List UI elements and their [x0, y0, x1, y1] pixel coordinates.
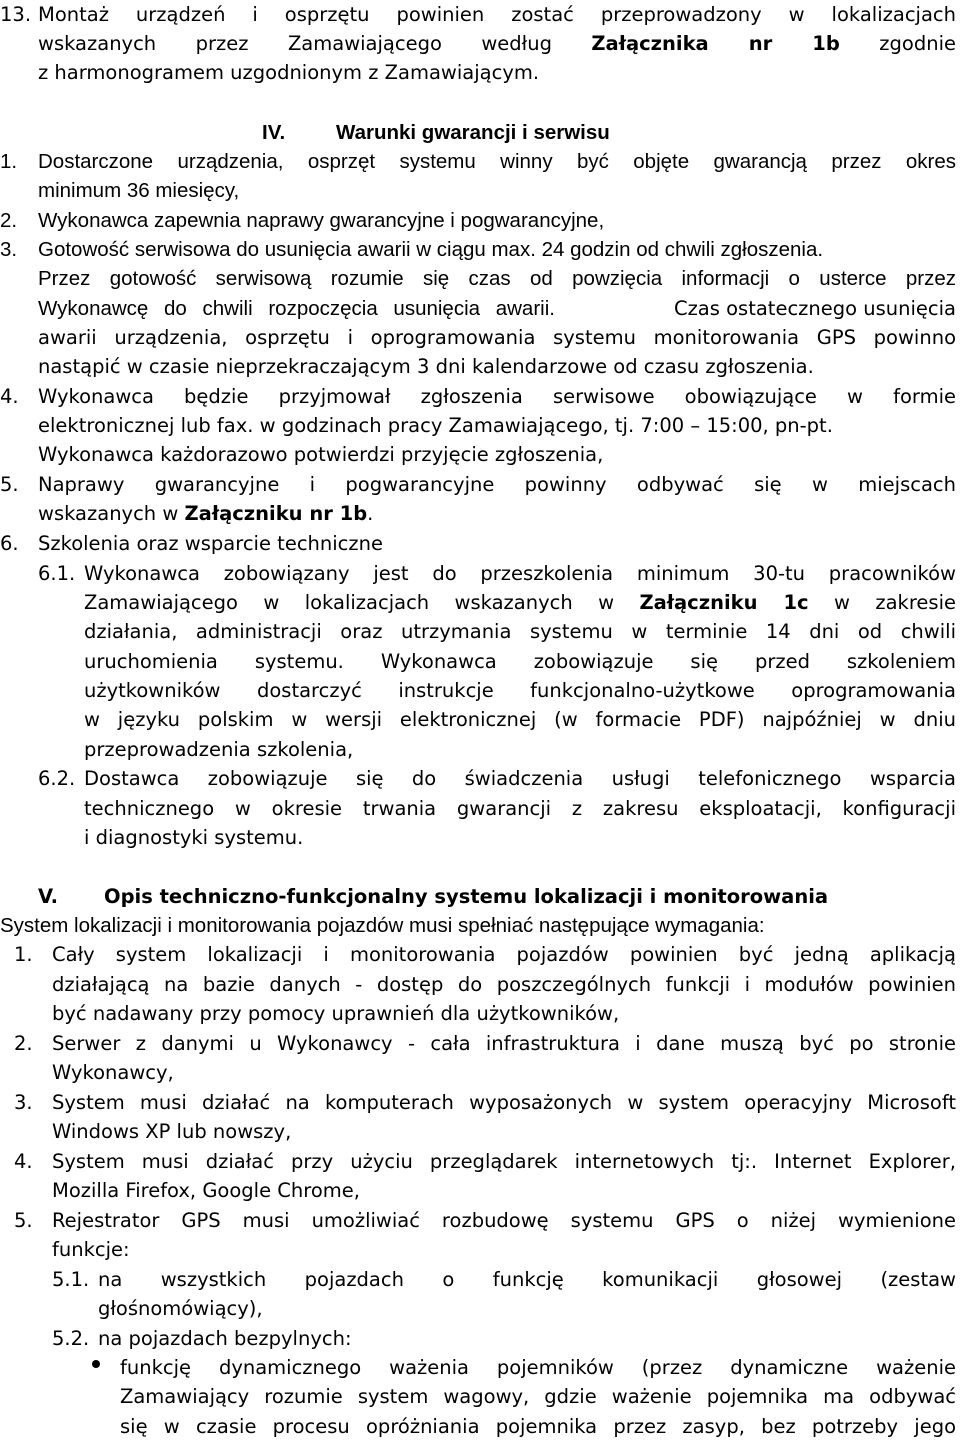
item-number: 4.: [0, 385, 19, 408]
section-4-item-3-line-4: awarii urządzenia, osprzętu i oprogramowania systemu monitorowania GPS powinno: [38, 326, 956, 349]
item-number: 2.: [0, 209, 18, 232]
subitem-6-1-line-4: uruchomienia systemu. Wykonawca zobowiązuje się przed szkoleniem: [84, 650, 956, 673]
section-4-title: Warunki gwarancji i serwisu: [336, 121, 610, 144]
section-5-item-3-line-1: System musi działać na komputerach wyposażonych w system operacyjny Microsoft: [52, 1091, 956, 1114]
subitem-number: 6.2.: [38, 767, 76, 790]
sentence-part: Wykonawcę do chwili rozpoczęcia usunięcia awarii.: [38, 297, 555, 320]
subitem-6-2-line-3: i diagnostyki systemu.: [84, 826, 304, 849]
subitem-5-1-line-2: głośnomówiący),: [98, 1297, 263, 1320]
item-number: 2.: [14, 1032, 33, 1055]
subitem-number: 5.2.: [52, 1327, 90, 1350]
section-4-item-1-line-1: Dostarczone urządzenia, osprzęt systemu winny być objęte gwarancją przez okres: [38, 150, 956, 173]
section-5-item-1-line-2: działającą na bazie danych - dostęp do poszczególnych funkcji i modułów powinien: [52, 973, 956, 996]
section-4-item-1-line-2: minimum 36 miesięcy,: [38, 179, 240, 202]
item-13-line-2: wskazanych przez Zamawiającego według Załącznika nr 1b zgodnie: [38, 32, 956, 55]
section-4-item-5-line-1: Naprawy gwarancyjne i pogwarancyjne powinny odbywać się w miejscach: [38, 473, 956, 496]
item-number: 3.: [0, 238, 18, 261]
item-number: 3.: [14, 1091, 33, 1114]
subitem-6-2-line-1: Dostawca zobowiązuje się do świadczenia usługi telefonicznego wsparcia: [84, 767, 956, 790]
subitem-number: 6.1.: [38, 562, 76, 585]
item-number: 5.: [14, 1209, 33, 1232]
section-4-item-4-line-1: Wykonawca będzie przyjmował zgłoszenia serwisowe obowiązujące w formie: [38, 385, 956, 408]
section-5-item-5-line-1: Rejestrator GPS musi umożliwiać rozbudowę systemu GPS o niżej wymienione: [52, 1209, 956, 1232]
section-5-item-4-line-1: System musi działać przy użyciu przeglądarek internetowych tj:. Internet Explorer,: [52, 1150, 956, 1173]
section-4-item-3-line-2: Przez gotowość serwisową rozumie się czas od powzięcia informacji o usterce przez: [38, 267, 956, 290]
subitem-6-1-line-5: użytkowników dostarczyć instrukcje funkcjonalno-użytkowe oprogramowania: [84, 679, 956, 702]
section-4-item-6-line-1: Szkolenia oraz wsparcie techniczne: [38, 532, 383, 555]
subitem-6-2-line-2: technicznego w okresie trwania gwarancji z zakresu eksploatacji, konfiguracji: [84, 797, 956, 820]
section-4-item-4-line-2: elektronicznej lub fax. w godzinach pracy Zamawiającego, tj. 7:00 – 15:00, pn-pt.: [38, 414, 833, 437]
section-5-item-2-line-1: Serwer z danymi u Wykonawcy - cała infrastruktura i dane muszą być po stronie: [52, 1032, 956, 1055]
section-5-title: Opis techniczno-funkcjonalny systemu lokalizacji i monitorowania: [104, 885, 829, 908]
item-number: 4.: [14, 1150, 33, 1173]
section-5-item-1-line-3: być nadawany przy pomocy uprawnień dla użytkowników,: [52, 1002, 620, 1025]
section-5-item-1-line-1: Cały system lokalizacji i monitorowania pojazdów powinien być jedną aplikacją: [52, 943, 956, 966]
subitem-number: 5.1.: [52, 1268, 90, 1291]
subitem-5-2-line-1: na pojazdach bezpylnych:: [98, 1327, 352, 1350]
section-5-item-5-line-2: funkcje:: [52, 1238, 130, 1261]
bullet-line-2: Zamawiający rozumie system wagowy, gdzie ważenie pojemnika ma odbywać: [120, 1385, 956, 1408]
section-4-item-3-line-5: nastąpić w czasie nieprzekraczającym 3 dni kalendarzowe od czasu zgłoszenia.: [38, 355, 814, 378]
section-4-item-2-line-1: Wykonawca zapewnia naprawy gwarancyjne i pogwarancyjne,: [38, 209, 605, 232]
section-5-number: V.: [38, 885, 58, 908]
item-number: 5.: [0, 473, 19, 496]
subitem-6-1-line-1: Wykonawca zobowiązany jest do przeszkolenia minimum 30-tu pracowników: [84, 562, 956, 585]
subitem-6-1-line-3: działania, administracji oraz utrzymania systemu w terminie 14 dni od chwili: [84, 620, 956, 643]
sentence-part: Czas ostatecznego usunięcia: [673, 297, 956, 320]
subitem-6-1-line-6: w języku polskim w wersji elektronicznej (w formacie PDF) najpóźniej w dniu: [84, 708, 956, 731]
bullet-icon: [92, 1360, 100, 1368]
section-5-item-2-line-2: Wykonawcy,: [52, 1061, 174, 1084]
subitem-5-1-line-1: na wszystkich pojazdach o funkcję komunikacji głosowej (zestaw: [98, 1268, 956, 1291]
subitem-6-1-line-2: Zamawiającego w lokalizacjach wskazanych w Załączniku 1c w zakresie: [84, 591, 956, 614]
item-number: 13.: [0, 3, 32, 26]
bullet-line-1: funkcję dynamicznego ważenia pojemników (przez dynamiczne ważenie: [120, 1356, 956, 1379]
section-4-number: IV.: [262, 121, 286, 144]
attachment-reference: Załączniku nr 1b: [184, 502, 368, 525]
item-13-line-1: Montaż urządzeń i osprzętu powinien zostać przeprowadzony w lokalizacjach: [38, 3, 956, 26]
section-4-item-5-line-2: wskazanych w Załączniku nr 1b.: [38, 502, 374, 525]
item-number: 6.: [0, 532, 19, 555]
item-13-line-3: z harmonogramem uzgodnionym z Zamawiającym.: [38, 61, 540, 84]
item-number: 1.: [14, 943, 33, 966]
subitem-6-1-line-7: przeprowadzenia szkolenia,: [84, 738, 354, 761]
section-4-item-4-line-3: Wykonawca każdorazowo potwierdzi przyjęcie zgłoszenia,: [38, 443, 604, 466]
item-number: 1.: [0, 150, 18, 173]
section-5-item-3-line-2: Windows XP lub nowszy,: [52, 1120, 292, 1143]
bullet-line-3: się w czasie procesu opróżniania pojemnika przez zasyp, bez potrzeby jego: [120, 1415, 956, 1438]
attachment-reference: Załącznika nr 1b: [591, 32, 840, 55]
section-4-item-3-line-3: [38, 296, 956, 321]
attachment-reference: Załączniku 1c: [639, 591, 809, 614]
section-4-item-3-line-1: Gotowość serwisowa do usunięcia awarii w ciągu max. 24 godzin od chwili zgłoszenia.: [38, 238, 824, 261]
section-5-item-4-line-2: Mozilla Firefox, Google Chrome,: [52, 1179, 360, 1202]
section-5-intro: System lokalizacji i monitorowania pojazdów musi spełniać następujące wymagania:: [0, 914, 765, 937]
